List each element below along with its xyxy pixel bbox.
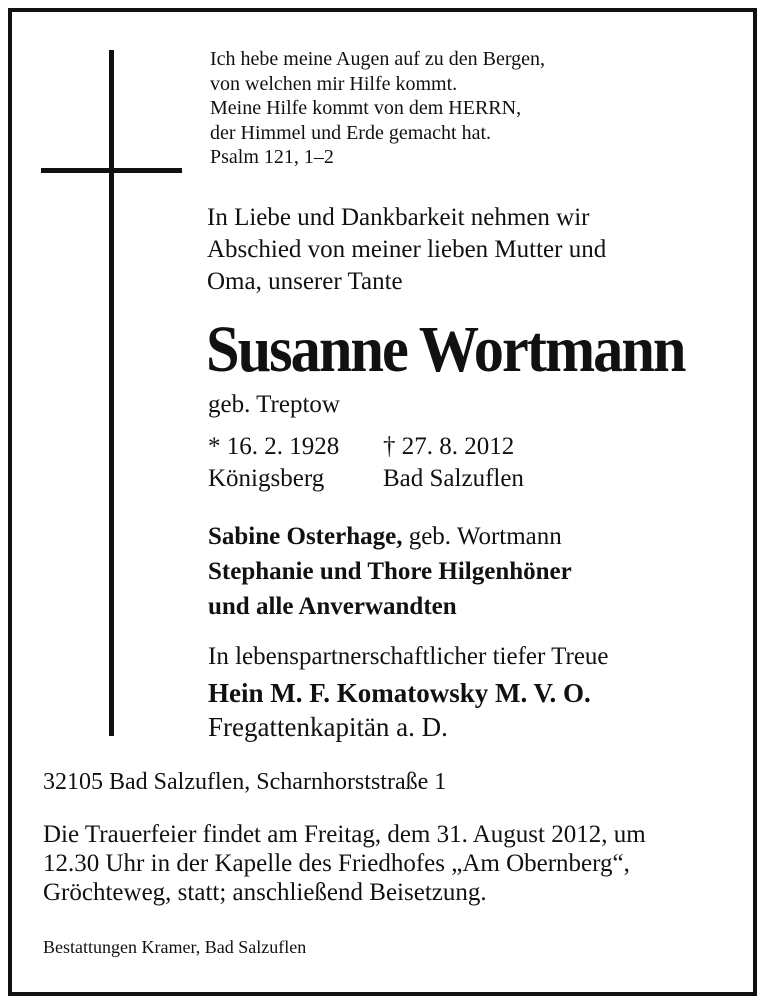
family-line-2: Stephanie und Thore Hilgenhöner [208,558,572,585]
psalm-line: Meine Hilfe kommt von dem HERRN, [210,97,522,119]
death-place: Bad Salzuflen [383,465,524,492]
service-line: Gröchteweg, statt; anschließend Beisetzung. [43,879,487,906]
partner-title: Fregattenkapitän a. D. [208,712,448,742]
psalm-verse [210,47,545,170]
farewell-intro [207,202,606,298]
birth-date: * 16. 2. 1928 [208,433,340,460]
family-name-rest: geb. Wortmann [402,523,562,550]
mourning-family [208,519,572,624]
birth-place: Königsberg [208,465,325,492]
death-date: † 27. 8. 2012 [383,433,515,460]
intro-line: Oma, unserer Tante [207,268,403,295]
funeral-service-info [43,820,646,907]
family-name-bold: Sabine Osterhage, [208,523,403,550]
service-line: Die Trauerfeier findet am Freitag, dem 31. August 2012, um [43,821,646,848]
family-line-3: und alle Anverwandten [208,593,457,620]
maiden-name: geb. Treptow [208,391,340,418]
address: 32105 Bad Salzuflen, Scharnhorststraße 1 [43,769,447,795]
undertaker: Bestattungen Kramer, Bad Salzuflen [43,937,307,957]
birth-column [208,431,339,495]
partner-name: Hein M. F. Komatowsky M. V. O. [208,678,591,708]
service-line: 12.30 Uhr in der Kapelle des Friedhofes „Am Obernberg“, [43,850,630,877]
psalm-reference: Psalm 121, 1–2 [210,146,334,168]
cross-icon-horizontal-bar [41,168,182,173]
psalm-line: von welchen mir Hilfe kommt. [210,72,458,95]
psalm-line: der Himmel und Erde gemacht hat. [210,121,492,144]
intro-line: In Liebe und Dankbarkeit nehmen wir [207,204,590,231]
cross-icon-vertical-bar [109,50,114,736]
partner-intro: In lebenspartnerschaftlicher tiefer Treue [208,643,609,670]
intro-line: Abschied von meiner lieben Mutter und [207,236,607,263]
death-column [383,431,524,495]
deceased-name: Susanne Wortmann [206,313,685,386]
partner-block [208,676,591,744]
psalm-line: Ich hebe meine Augen auf zu den Bergen, [210,48,546,70]
family-line-1 [208,519,572,554]
